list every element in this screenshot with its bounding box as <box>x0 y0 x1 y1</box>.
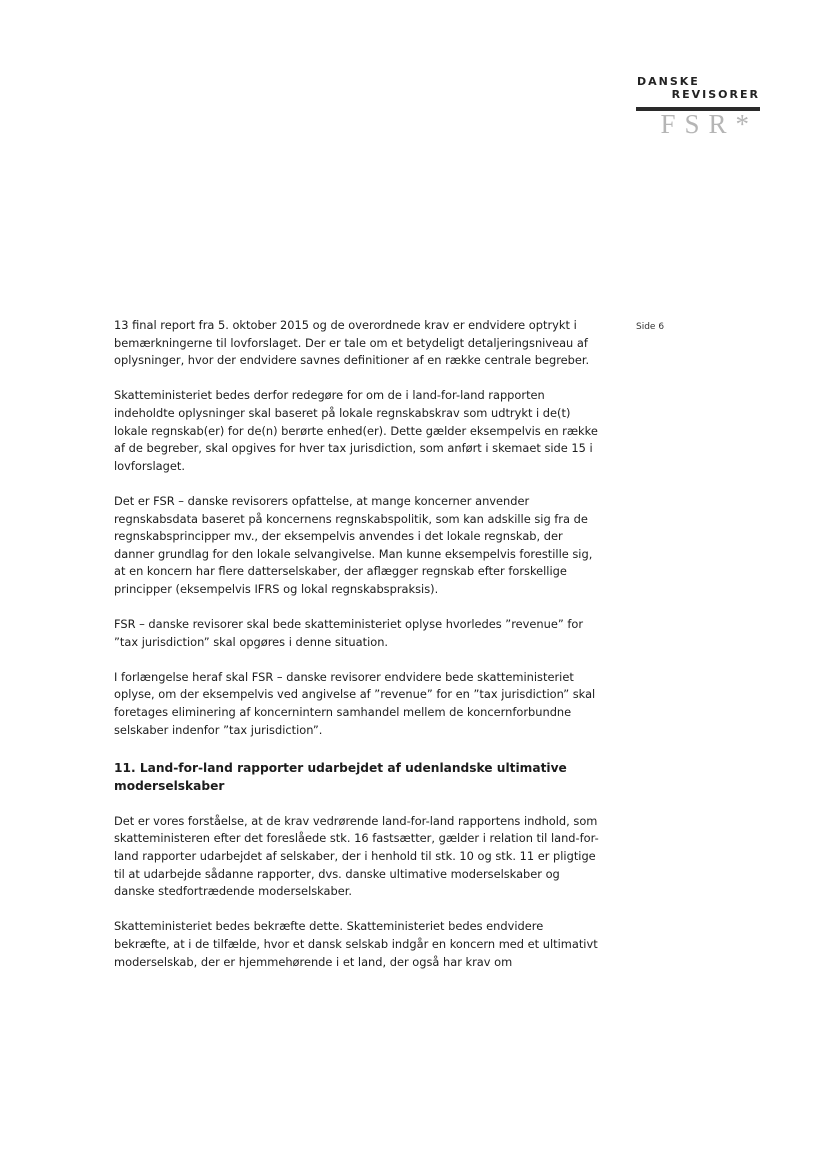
document-body <box>114 317 602 989</box>
paragraph: Skatteministeriet bedes bekræfte dette. Skatteministeriet bedes endvidere bekræfte, at i de tilfælde, hvor et dansk selskab indgår en koncern med et ultimativt moderselskab, der er hjemmehørende i et land, der også har krav om <box>114 919 598 969</box>
logo-line-revisorer: REVISORER <box>671 88 760 101</box>
paragraph: I forlængelse heraf skal FSR – danske revisorer endvidere bede skatteministeriet oplyse, om der eksempelvis ved angivelse af ”revenue” for en ”tax jurisdiction” skal foretages eliminering af koncernintern samhandel mellem de koncernforbundne selskaber indenfor ”tax jurisdiction”. <box>114 669 596 737</box>
paragraph: FSR – danske revisorer skal bede skatteministeriet oplyse hvorledes ”revenue” for ”tax jurisdiction” skal opgøres i denne situation. <box>114 617 584 649</box>
paragraph: Skatteministeriet bedes derfor redegøre for om de i land-for-land rapporten indeholdte oplysninger skal baseret på lokale regnskabskrav som udtrykt i de(t) lokale regnskab(er) for de(n) berørte enhed(er). Dette gælder eksempelvis en række af de begreber, skal opgives for hver tax jurisdiction, som anført i skemaet side 15 i lovforslaget. <box>114 388 598 473</box>
paragraph: Det er vores forståelse, at de krav vedrørende land-for-land rapportens indhold, som skatteministeren efter det foreslåede stk. 16 fastsætter, gælder i relation til land-for-land rapporter udarbejdet af selskaber, der i henhold til stk. 10 og stk. 11 er pligtige til at udarbejde sådanne rapporter, dvs. danske ultimative moderselskaber og danske stedfortrædende moderselskaber. <box>114 813 599 899</box>
paragraph: 13 final report fra 5. oktober 2015 og de overordnede krav er endvidere optrykt i bemærkningerne til lovforslaget. Der er tale om et betydeligt detaljeringsniveau af oplysninger, hvor der endvidere savnes definitioner af en række centrale begreber. <box>114 318 590 368</box>
page-number: Side 6 <box>636 322 665 332</box>
logo-mark-fsr: FSR* <box>660 109 758 139</box>
logo-line-danske: DANSKE <box>637 75 700 88</box>
paragraph: Det er FSR – danske revisorers opfattelse, at mange koncerner anvender regnskabsdata baseret på koncernens regnskabspolitik, som kan adskille sig fra de regnskabsprincipper mv., der eksempelvis anvendes i det lokale regnskab, der danner grundlag for den lokale selvangivelse. Man kunne eksempelvis forestille sig, at en koncern har flere datterselskaber, der aflægger regnskab efter forskellige principper (eksempelvis IFRS og lokal regnskabspraksis). <box>114 493 593 596</box>
section-heading: 11. Land-for-land rapporter udarbejdet af udenlandske ultimative moderselskaber <box>114 761 567 794</box>
